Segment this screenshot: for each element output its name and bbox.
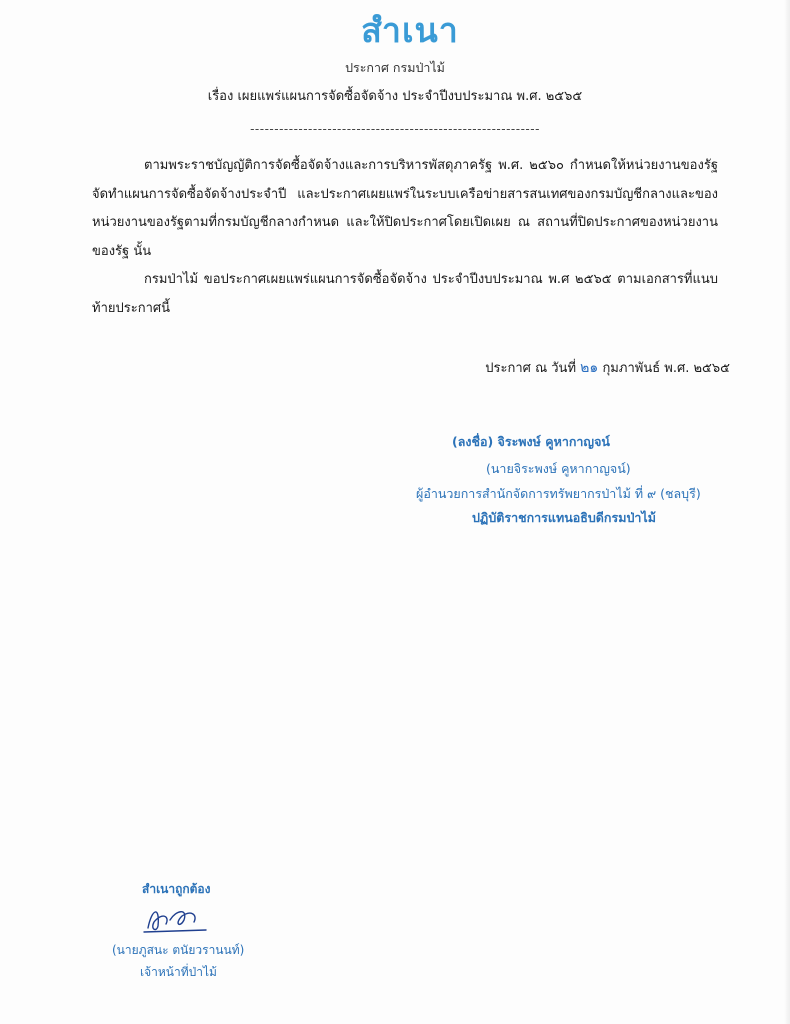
copy-stamp: สำเนา — [361, 11, 459, 51]
body-paragraph-2: กรมป่าไม้ ขอประกาศเผยแพร่แผนการจัดซื้อจัดจ้าง ประจำปีงบประมาณ พ.ศ ๒๕๖๕ ตามเอกสารที่แนบท้ายประกาศนี้ — [92, 272, 718, 316]
certification-title: สำเนาถูกต้อง — [142, 882, 211, 896]
issuer-heading: ประกาศ กรมป่าไม้ — [345, 60, 445, 75]
signatory-position: ผู้อำนวยการสำนักจัดการทรัพยากรป่าไม้ ที่ ๙ (ชลบุรี) — [416, 486, 701, 501]
signatory-signed: (ลงชื่อ) จิระพงษ์ คูหากาญจน์ — [452, 434, 610, 449]
divider-line: ------------------------------------------------------------ — [250, 122, 540, 136]
signatory-acting: ปฏิบัติราชการแทนอธิบดีกรมป่าไม้ — [472, 510, 656, 525]
announcement-date — [430, 357, 730, 379]
date-suffix: กุมภาพันธ์ พ.ศ. ๒๕๖๕ — [602, 361, 730, 376]
handwritten-signature — [140, 898, 220, 938]
certification-name: (นายภูสนะ ตนัยวรานนท์) — [112, 943, 245, 957]
page-edge-shadow — [784, 0, 790, 1024]
body-paragraph-1: ตามพระราชบัญญัติการจัดซื้อจัดจ้างและการบริหารพัสดุภาครัฐ พ.ศ. ๒๕๖๐ กำหนดให้หน่วยงานของรัฐจัดทำแผนการจัดซื้อจัดจ้างประจำปี และประกาศเผยแพร่ในระบบเครือข่ายสารสนเทศของกรมบัญชีกลางและของหน่วยงานของรัฐตามที่กรมบัญชีกลางกำหนด และให้ปิดประกาศโดยเปิดเผย ณ สถานที่ปิดประกาศของหน่วยงานของรัฐ นั้น — [92, 158, 718, 259]
date-prefix: ประกาศ ณ วันที่ — [485, 361, 577, 376]
date-day: ๒๑ — [580, 360, 599, 376]
subject-line: เรื่อง เผยแพร่แผนการจัดซื้อจัดจ้าง ประจำปีงบประมาณ พ.ศ. ๒๕๖๕ — [207, 89, 583, 104]
signatory-name: (นายจิระพงษ์ คูหากาญจน์) — [486, 461, 631, 476]
certification-position: เจ้าหน้าที่ป่าไม้ — [140, 965, 217, 979]
